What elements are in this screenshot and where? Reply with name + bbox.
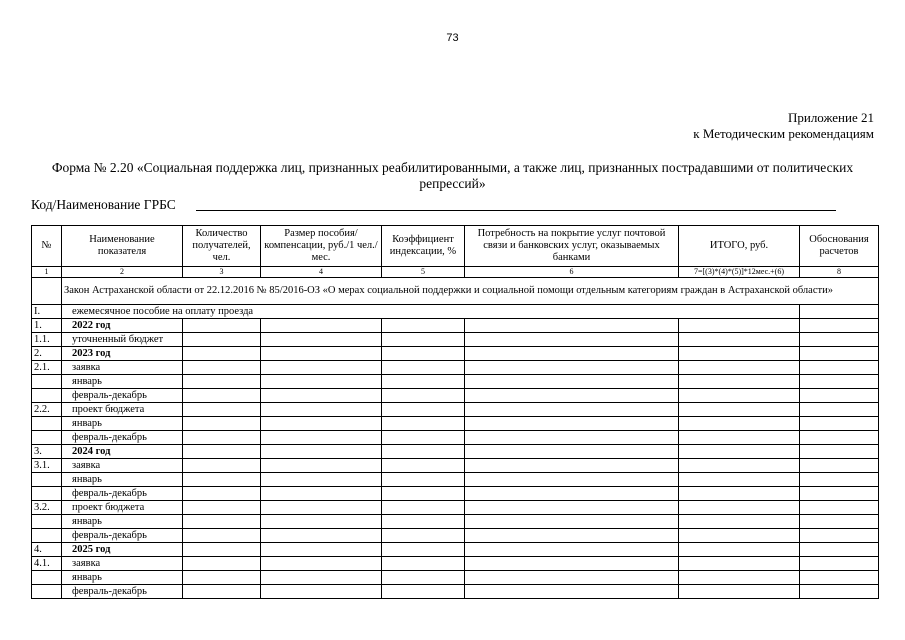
table-row (32, 389, 879, 403)
row-number (32, 431, 62, 445)
column-number: 2 (62, 267, 183, 278)
input-cell[interactable] (382, 389, 465, 403)
row-label: январь (62, 375, 183, 389)
row-number (32, 585, 62, 599)
row-number: 2. (32, 347, 62, 361)
input-cell[interactable] (382, 501, 465, 515)
appendix-note (693, 110, 874, 142)
input-cell[interactable] (800, 543, 879, 557)
table-row (32, 473, 879, 487)
input-cell[interactable] (465, 431, 679, 445)
header-row (32, 226, 879, 267)
input-cell[interactable] (679, 347, 800, 361)
input-cell[interactable] (465, 319, 679, 333)
table-row (32, 319, 879, 333)
row-label: февраль-декабрь (62, 529, 183, 543)
input-cell[interactable] (465, 473, 679, 487)
header-cell: Размер пособия/компенсации, руб./1 чел./мес. (261, 226, 382, 267)
input-cell[interactable] (679, 361, 800, 375)
row-number (32, 473, 62, 487)
input-cell[interactable] (382, 585, 465, 599)
input-cell[interactable] (382, 403, 465, 417)
input-cell[interactable] (465, 585, 679, 599)
input-cell[interactable] (261, 529, 382, 543)
column-number: 8 (800, 267, 879, 278)
input-cell[interactable] (465, 487, 679, 501)
row-label: февраль-декабрь (62, 431, 183, 445)
column-number: 7=[(3)*(4)*(5)]*12мес.+(6) (679, 267, 800, 278)
input-cell[interactable] (465, 445, 679, 459)
row-number (32, 571, 62, 585)
input-cell[interactable] (382, 473, 465, 487)
input-cell[interactable] (679, 571, 800, 585)
table-row (32, 501, 879, 515)
input-cell[interactable] (465, 389, 679, 403)
input-cell[interactable] (800, 403, 879, 417)
table-row (32, 305, 879, 319)
table-row (32, 515, 879, 529)
input-cell[interactable] (382, 347, 465, 361)
input-cell[interactable] (800, 375, 879, 389)
input-cell[interactable] (465, 571, 679, 585)
input-cell[interactable] (800, 571, 879, 585)
input-cell[interactable] (465, 417, 679, 431)
column-number: 6 (465, 267, 679, 278)
input-cell[interactable] (261, 319, 382, 333)
column-number: 5 (382, 267, 465, 278)
input-cell[interactable] (679, 375, 800, 389)
row-label: февраль-декабрь (62, 585, 183, 599)
input-cell[interactable] (261, 487, 382, 501)
input-cell[interactable] (183, 417, 261, 431)
row-number: 4.1. (32, 557, 62, 571)
input-cell[interactable] (800, 585, 879, 599)
input-cell[interactable] (382, 543, 465, 557)
row-number (32, 487, 62, 501)
column-number: 3 (183, 267, 261, 278)
input-cell[interactable] (261, 571, 382, 585)
input-cell[interactable] (800, 417, 879, 431)
input-cell[interactable] (800, 431, 879, 445)
row-number (32, 529, 62, 543)
input-cell[interactable] (261, 403, 382, 417)
row-number (32, 375, 62, 389)
input-cell[interactable] (382, 431, 465, 445)
row-label: январь (62, 571, 183, 585)
row-number: 2.2. (32, 403, 62, 417)
law-text: Закон Астраханской области от 22.12.2016 № 85/2016-ОЗ «О мерах социальной поддержки и социальной помощи отдельным категориям граждан в Астраханской области» (62, 278, 879, 305)
input-cell[interactable] (679, 333, 800, 347)
input-cell[interactable] (465, 459, 679, 473)
row-label: заявка (62, 361, 183, 375)
input-cell[interactable] (261, 389, 382, 403)
row-number: 4. (32, 543, 62, 557)
row-number: 3. (32, 445, 62, 459)
row-label: 2024 год (62, 445, 183, 459)
input-cell[interactable] (679, 389, 800, 403)
row-label: январь (62, 417, 183, 431)
input-cell[interactable] (261, 333, 382, 347)
table-row (32, 361, 879, 375)
input-cell[interactable] (800, 389, 879, 403)
input-cell[interactable] (183, 501, 261, 515)
column-number: 4 (261, 267, 382, 278)
input-cell[interactable] (382, 375, 465, 389)
row-number: 3.1. (32, 459, 62, 473)
law-num-cell (32, 278, 62, 305)
header-cell: Коэффициент индексации, % (382, 226, 465, 267)
column-number-row (32, 267, 879, 278)
input-cell[interactable] (465, 515, 679, 529)
input-cell[interactable] (183, 571, 261, 585)
input-cell[interactable] (679, 543, 800, 557)
table-row (32, 557, 879, 571)
input-cell[interactable] (679, 529, 800, 543)
input-cell[interactable] (261, 515, 382, 529)
table-row (32, 431, 879, 445)
law-row (32, 278, 879, 305)
input-cell[interactable] (183, 445, 261, 459)
input-cell[interactable] (183, 375, 261, 389)
row-label: 2022 год (62, 319, 183, 333)
input-cell[interactable] (183, 319, 261, 333)
input-cell[interactable] (183, 431, 261, 445)
input-cell[interactable] (382, 319, 465, 333)
header-cell: Обоснования расчетов (800, 226, 879, 267)
input-cell[interactable] (465, 375, 679, 389)
row-label: 2025 год (62, 543, 183, 557)
input-cell[interactable] (800, 473, 879, 487)
input-cell[interactable] (800, 501, 879, 515)
input-cell[interactable] (261, 431, 382, 445)
input-cell[interactable] (465, 501, 679, 515)
input-cell[interactable] (800, 515, 879, 529)
input-cell[interactable] (183, 585, 261, 599)
input-cell[interactable] (679, 487, 800, 501)
input-cell[interactable] (183, 557, 261, 571)
table-row (32, 585, 879, 599)
table-row (32, 529, 879, 543)
input-cell[interactable] (382, 459, 465, 473)
input-cell[interactable] (679, 431, 800, 445)
row-number: 2.1. (32, 361, 62, 375)
input-cell[interactable] (800, 529, 879, 543)
row-number (32, 417, 62, 431)
input-cell[interactable] (800, 445, 879, 459)
input-cell[interactable] (382, 445, 465, 459)
input-cell[interactable] (679, 473, 800, 487)
input-cell[interactable] (382, 571, 465, 585)
input-cell[interactable] (261, 543, 382, 557)
input-cell[interactable] (183, 361, 261, 375)
table-row (32, 347, 879, 361)
input-cell[interactable] (183, 403, 261, 417)
header-cell: № (32, 226, 62, 267)
input-cell[interactable] (261, 347, 382, 361)
input-cell[interactable] (183, 515, 261, 529)
table-row (32, 459, 879, 473)
input-cell[interactable] (679, 501, 800, 515)
input-cell[interactable] (183, 459, 261, 473)
input-cell[interactable] (800, 319, 879, 333)
table-row (32, 403, 879, 417)
row-number: 1. (32, 319, 62, 333)
grbs-label: Код/Наименование ГРБС (31, 197, 176, 212)
grbs-input-line[interactable] (196, 210, 836, 211)
row-label: ежемесячное пособие на оплату проезда (62, 305, 800, 319)
input-cell[interactable] (465, 361, 679, 375)
input-cell[interactable] (679, 445, 800, 459)
input-cell[interactable] (465, 529, 679, 543)
input-cell[interactable] (800, 347, 879, 361)
row-label: 2023 год (62, 347, 183, 361)
input-cell[interactable] (261, 585, 382, 599)
input-cell[interactable] (261, 445, 382, 459)
input-cell[interactable] (800, 361, 879, 375)
input-cell[interactable] (183, 389, 261, 403)
input-cell[interactable] (382, 333, 465, 347)
input-cell[interactable] (679, 417, 800, 431)
input-cell[interactable] (382, 417, 465, 431)
input-cell[interactable] (679, 319, 800, 333)
input-cell[interactable] (261, 557, 382, 571)
row-label: заявка (62, 557, 183, 571)
row-label: январь (62, 473, 183, 487)
header-cell: ИТОГО, руб. (679, 226, 800, 267)
table-row (32, 571, 879, 585)
input-cell[interactable] (382, 487, 465, 501)
input-cell[interactable] (382, 529, 465, 543)
input-cell[interactable] (679, 459, 800, 473)
input-cell[interactable] (183, 473, 261, 487)
input-cell[interactable] (800, 487, 879, 501)
input-cell[interactable] (261, 375, 382, 389)
appendix-line1: Приложение 21 (787, 110, 874, 125)
row-label: уточненный бюджет (62, 333, 183, 347)
input-cell[interactable] (465, 557, 679, 571)
row-number: I. (32, 305, 62, 319)
row-label: проект бюджета (62, 501, 183, 515)
table-row (32, 333, 879, 347)
page-number: 73 (446, 32, 459, 44)
row-label: заявка (62, 459, 183, 473)
row-number (32, 515, 62, 529)
input-cell[interactable] (465, 333, 679, 347)
input-cell[interactable] (183, 543, 261, 557)
row-label: февраль-декабрь (62, 487, 183, 501)
input-cell[interactable] (183, 347, 261, 361)
appendix-line2: к Методическим рекомендациям (693, 126, 874, 141)
input-cell[interactable] (261, 501, 382, 515)
row-label: январь (62, 515, 183, 529)
table-row (32, 375, 879, 389)
input-cell[interactable] (465, 403, 679, 417)
row-label: февраль-декабрь (62, 389, 183, 403)
table-row (32, 543, 879, 557)
column-number: 1 (32, 267, 62, 278)
table-row (32, 417, 879, 431)
input-cell[interactable] (382, 515, 465, 529)
row-label: проект бюджета (62, 403, 183, 417)
table-row (32, 445, 879, 459)
input-cell[interactable] (183, 529, 261, 543)
input-cell[interactable] (800, 459, 879, 473)
input-cell[interactable] (679, 515, 800, 529)
input-cell[interactable] (800, 333, 879, 347)
input-cell[interactable] (261, 459, 382, 473)
form-table (31, 225, 879, 599)
input-cell[interactable] (183, 333, 261, 347)
input-cell[interactable] (679, 557, 800, 571)
header-cell: Наименование показателя (62, 226, 183, 267)
header-cell: Потребность на покрытие услуг почтовой связи и банковских услуг, оказываемых банками (465, 226, 679, 267)
input-cell[interactable] (800, 305, 879, 319)
input-cell[interactable] (465, 543, 679, 557)
input-cell[interactable] (183, 487, 261, 501)
input-cell[interactable] (465, 347, 679, 361)
input-cell[interactable] (382, 361, 465, 375)
input-cell[interactable] (679, 403, 800, 417)
input-cell[interactable] (800, 557, 879, 571)
row-number (32, 389, 62, 403)
input-cell[interactable] (382, 557, 465, 571)
row-number: 1.1. (32, 333, 62, 347)
form-title: Форма № 2.20 «Социальная поддержка лиц, признанных реабилитированными, а также лиц, признанных пострадавшими от политических репрессий» (51, 160, 854, 191)
header-cell: Количество получателей, чел. (183, 226, 261, 267)
input-cell[interactable] (261, 417, 382, 431)
input-cell[interactable] (261, 473, 382, 487)
input-cell[interactable] (261, 361, 382, 375)
input-cell[interactable] (679, 585, 800, 599)
table-row (32, 487, 879, 501)
row-number: 3.2. (32, 501, 62, 515)
